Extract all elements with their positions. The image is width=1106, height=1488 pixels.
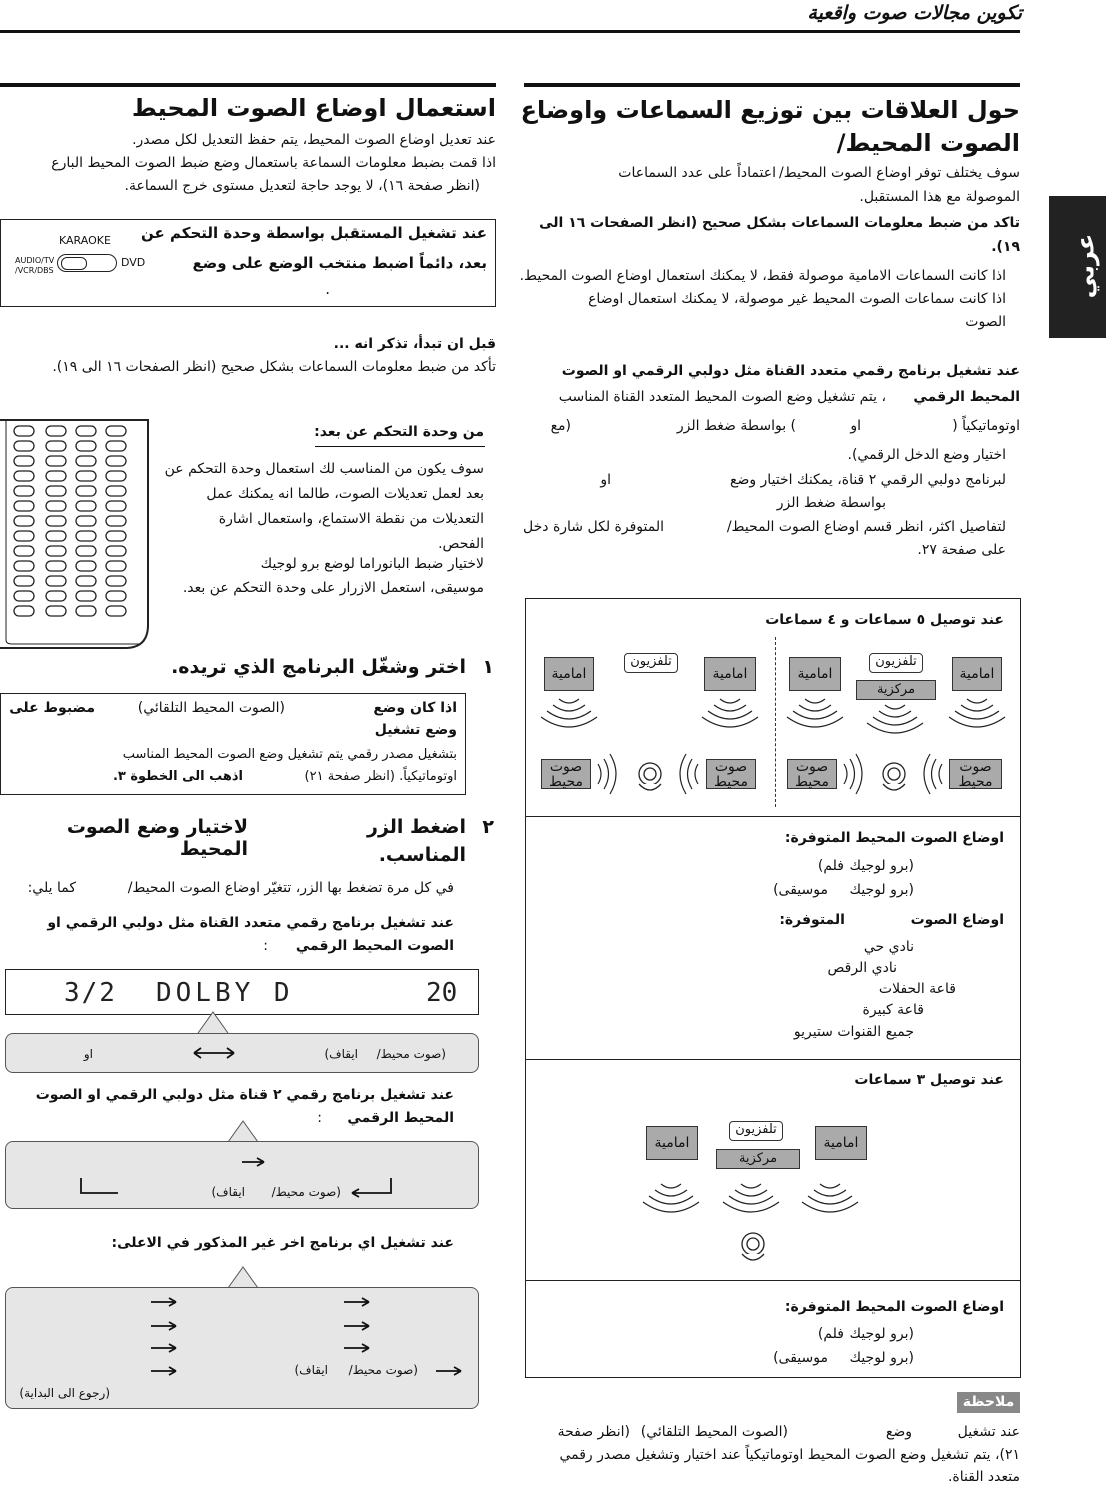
check-line1: تاكد من ضبط معلومات السماعات بشكل صحيح (انظر الصفحات ١٦ الى [539, 215, 1020, 231]
multi-line3b: او [850, 418, 861, 434]
front-speaker: امامية [704, 657, 756, 691]
display-pointer [198, 1012, 228, 1034]
note-l1b: وضع [885, 1424, 912, 1440]
step2-line1b: لاختيار وضع الصوت المحيط [66, 816, 248, 860]
front-speaker: امامية [646, 1126, 698, 1160]
from-remote-underline [315, 446, 485, 447]
right-intro-1: سوف يختلف توفر اوضاع الصوت المحيط/ [779, 165, 1020, 181]
surround-label-1: صوت [959, 759, 992, 775]
seq3-surround: (صوت محيط/ [348, 1363, 418, 1377]
step1-box-l3: بتشغيل مصدر رقمي يتم تشغيل وضع الصوت المحيط المناسب [122, 747, 457, 762]
note-l2: ٢١)، يتم تشغيل وضع الصوت المحيط اوتوماتيكياً عند اختيار وتشغيل مصدر رقمي [559, 1447, 1020, 1463]
sequence-panel-3 [5, 1287, 479, 1409]
switch-label-karaoke: KARAOKE [59, 234, 111, 247]
multi-line7a: لتفاصيل اكثر، انظر قسم اوضاع الصوت المحيط/ [726, 519, 1006, 535]
multi-line4: اختيار وضع الدخل الرقمي). [847, 447, 1006, 463]
note-label: ملاحظة [957, 1392, 1020, 1413]
multi-line3c: ) بواسطة ضغط الزر [676, 418, 796, 434]
mode-pl-film-b: فلم) [817, 858, 844, 874]
divider-2 [526, 1059, 1020, 1060]
mode-c-pl-music-a: (برو لوجيك [849, 1350, 914, 1366]
multi-line2b: ، يتم تشغيل وضع الصوت المحيط المتعدد القناة المناسب [558, 389, 886, 405]
remote-control-illustration [0, 420, 156, 650]
surround-label-2: محيط [548, 774, 584, 790]
check-detail-3: الصوت [965, 314, 1006, 330]
multi-line1: عند تشغيل برنامج رقمي متعدد القناة مثل دولبي الرقمي او الصوت [561, 363, 1020, 379]
multi-line2a: المحيط الرقمي [913, 389, 1020, 405]
case1-line2: الصوت المحيط الرقمي [295, 938, 454, 954]
language-tab: عربي [1049, 196, 1106, 338]
from-remote-line6: موسيقى، استعمل الازرار على وحدة التحكم عن بعد. [182, 580, 484, 596]
check-detail-2: اذا كانت سماعات الصوت المحيط غير موصولة، لا يمكنك استعمال اوضاع [588, 291, 1006, 307]
check-line2: ١٩). [991, 239, 1020, 255]
sequence-panel-2 [5, 1141, 479, 1209]
case2-line2: المحيط الرقمي [347, 1110, 454, 1126]
seq2-surround: (صوت محيط/ [271, 1185, 341, 1199]
front-speaker: امامية [789, 657, 841, 691]
right-intro-2: اعتماداً على عدد السماعات [618, 165, 776, 181]
surround-label-2: محيط [958, 774, 993, 790]
note-l1d: (انظر صفحة [557, 1424, 630, 1440]
mode-pl-film-a: (برو لوجيك [849, 858, 914, 874]
surround-label-1: صوت [549, 759, 583, 775]
mode-pl-music-a: (برو لوجيك [849, 882, 914, 898]
center-speaker: مركزية [716, 1149, 800, 1169]
case3-line1: عند تشغيل اي برنامج اخر غير المذكور في الاعلى: [111, 1235, 454, 1251]
modes-b-title1: اوضاع الصوت [910, 912, 1004, 928]
step1-text: اختر وشغّل البرنامج الذي تريده. [171, 656, 466, 678]
from-remote-line3: التعديلات من نقطة الاستماع، واستعمال اشارة [218, 511, 484, 527]
step1-box-l1a: اذا كان وضع [373, 700, 457, 716]
switch-label-dvd: DVD [121, 256, 146, 269]
check-detail-1: اذا كانت السماعات الامامية موصولة فقط، لا يمكنك استعمال اوضاع الصوت المحيط. [519, 268, 1006, 284]
header-rule [0, 30, 1020, 33]
from-remote-line4: الفحص. [438, 536, 484, 552]
remote-mode-note-box [0, 219, 496, 307]
mode-dance-club: نادي الرقص [827, 960, 897, 976]
left-top-rule [0, 83, 496, 87]
mode-live-club: نادي حي [863, 939, 914, 955]
switch-knob[interactable] [61, 257, 87, 270]
surround-label-2: محيط [794, 774, 830, 790]
remote-note-line2: بعد، دائماً اضبط منتخب الوضع على وضع [192, 254, 487, 272]
multi-line5b: او [600, 472, 611, 488]
case2-line1: عند تشغيل برنامج رقمي ٢ قناة مثل دولبي الرقمي او الصوت [35, 1087, 454, 1103]
speaker-layout-box [525, 598, 1021, 1378]
seq1-surround: (صوت محيط/ [376, 1047, 446, 1061]
seq3-back: (رجوع الى البداية) [19, 1386, 110, 1400]
right-title-line2: الصوت المحيط/ [836, 129, 1020, 157]
display-volume: 20 [426, 978, 458, 1008]
step1-box-l1b: (الصوت المحيط التلقائي) [137, 700, 285, 716]
display-channel: 3/2 [64, 978, 117, 1008]
step2-number: ٢ [482, 816, 494, 838]
tv: تلفزيون [624, 653, 678, 673]
from-remote-line1: سوف يكون من المناسب لك استعمال وحدة التحكم عن [164, 461, 484, 477]
front-speaker: امامية [952, 657, 1002, 691]
seq2-off: ايقاف) [211, 1185, 245, 1199]
modes-b-title2: المتوفرة: [779, 912, 845, 928]
display-mode: DOLBY D [156, 978, 294, 1008]
modes-a-title: اوضاع الصوت المحيط المتوفرة: [784, 830, 1004, 846]
step2-line1a: اضغط الزر [367, 816, 466, 838]
seq1-double-arrow [192, 1046, 236, 1060]
divider-1 [526, 816, 1020, 817]
surround-label-2: محيط [713, 774, 749, 790]
right-intro-3: الموصولة مع هذا المستقبل. [859, 189, 1020, 205]
tv: تلفزيون [869, 653, 923, 673]
multi-line3d: (مع [550, 418, 571, 434]
switch-label-audio: AUDIO/TV /VCR/DBS [15, 256, 55, 275]
sec1-title: عند توصيل ٥ سماعات و ٤ سماعات [765, 612, 1004, 628]
note-l3: متعدد القناة. [947, 1469, 1020, 1485]
case2-line3: : [317, 1110, 322, 1126]
header-title: تكوين مجالات صوت واقعية [807, 2, 1022, 24]
multi-line8: على صفحة ٢٧. [917, 542, 1006, 558]
mode-pl-music-b: موسيقى) [773, 882, 828, 898]
multi-line6: بواسطة ضغط الزر [776, 495, 886, 511]
right-title-line1: حول العلاقات بين توزيع السماعات واوضاع [520, 96, 1020, 124]
sec2-title: عند توصيل ٣ سماعات [854, 1072, 1004, 1088]
front-speaker: امامية [815, 1126, 867, 1160]
mode-hall: قاعة الحفلات [878, 981, 956, 997]
before-heading: قبل ان تبدأ، تذكر انه ... [333, 336, 496, 352]
right-top-rule [524, 83, 1020, 87]
remote-note-line3: . [325, 280, 330, 298]
mode-pavilion: قاعة كبيرة [862, 1002, 924, 1018]
note-l1c: (الصوت المحيط التلقائي) [640, 1424, 788, 1440]
mode-c-pl-film-a: (برو لوجيك [849, 1326, 914, 1342]
step1-box-l4b: اذهب الى الخطوة ٣. [112, 769, 243, 784]
mode-c-pl-film-b: فلم) [817, 1326, 844, 1342]
left-intro-1: عند تعديل اوضاع الصوت المحيط، يتم حفظ التعديل لكل مصدر. [132, 132, 496, 148]
step1-box-l4a: اوتوماتيكياً. (انظر صفحة ٢١) [304, 769, 457, 784]
step2-sub-a: في كل مرة تضغط بها الزر، تتغيّر اوضاع الصوت المحيط/ [127, 880, 454, 896]
modes-c-title: اوضاع الصوت المحيط المتوفرة: [784, 1299, 1004, 1315]
from-remote-heading: من وحدة التحكم عن بعد: [314, 424, 484, 440]
mode-all-ch-stereo: جميع القنوات ستيريو [793, 1024, 914, 1040]
front-display [5, 969, 479, 1015]
step1-number: ١ [482, 656, 494, 678]
front-speaker: امامية [544, 657, 594, 691]
seq1-or: او [83, 1047, 93, 1061]
divider-3 [526, 1280, 1020, 1281]
from-remote-line5: لاختيار ضبط البانوراما لوضع برو لوجيك [260, 556, 484, 572]
multi-line7b: المتوفرة لكل شارة دخل [523, 519, 664, 535]
left-section-title: استعمال اوضاع الصوت المحيط [131, 94, 496, 122]
seq3-pointer [228, 1267, 258, 1289]
mode-c-pl-music-b: موسيقى) [773, 1350, 828, 1366]
case1-line1: عند تشغيل برنامج رقمي متعدد القناة مثل دولبي الرقمي او [47, 915, 454, 931]
step2-line2: المناسب. [378, 844, 466, 866]
seq1-off: ايقاف) [324, 1047, 358, 1061]
seq2-pointer [228, 1121, 258, 1143]
case1-line3: : [263, 938, 268, 954]
before-text: تأكد من ضبط معلومات السماعات بشكل صحيح (انظر الصفحات ١٦ الى ١٩). [52, 359, 496, 375]
note-l1a: عند تشغيل [957, 1424, 1020, 1440]
center-speaker: مركزية [856, 680, 936, 700]
step1-box [0, 693, 466, 795]
tv: تلفزيون [729, 1121, 783, 1141]
multi-line3a: اوتوماتيكياً ( [952, 418, 1020, 434]
step1-box-l1c: مضبوط على [9, 700, 95, 716]
sequence-panel-1 [5, 1033, 479, 1073]
from-remote-line2: بعد لعمل تعديلات الصوت، طالما انه يمكنك عمل [206, 486, 484, 502]
step2-sub-b: كما يلي: [27, 880, 76, 896]
step1-box-l2: وضع تشغيل [374, 722, 457, 738]
seq3-off: ايقاف) [294, 1363, 328, 1377]
surround-label-1: صوت [714, 759, 748, 775]
surround-label-1: صوت [795, 759, 829, 775]
mode-selector-switch[interactable] [57, 254, 117, 272]
left-intro-3: (انظر صفحة ١٦)، لا يوجد حاجة لتعديل مستوى خرج السماعة. [124, 178, 480, 194]
remote-note-line1: عند تشغيل المستقبل بواسطة وحدة التحكم عن [141, 224, 487, 242]
left-intro-2: اذا قمت بضبط معلومات السماعة باستعمال وضع ضبط الصوت المحيط البارع [51, 155, 496, 171]
multi-line5a: لبرنامج دولبي الرقمي ٢ قناة، يمكنك اختيار وضع [730, 472, 1006, 488]
